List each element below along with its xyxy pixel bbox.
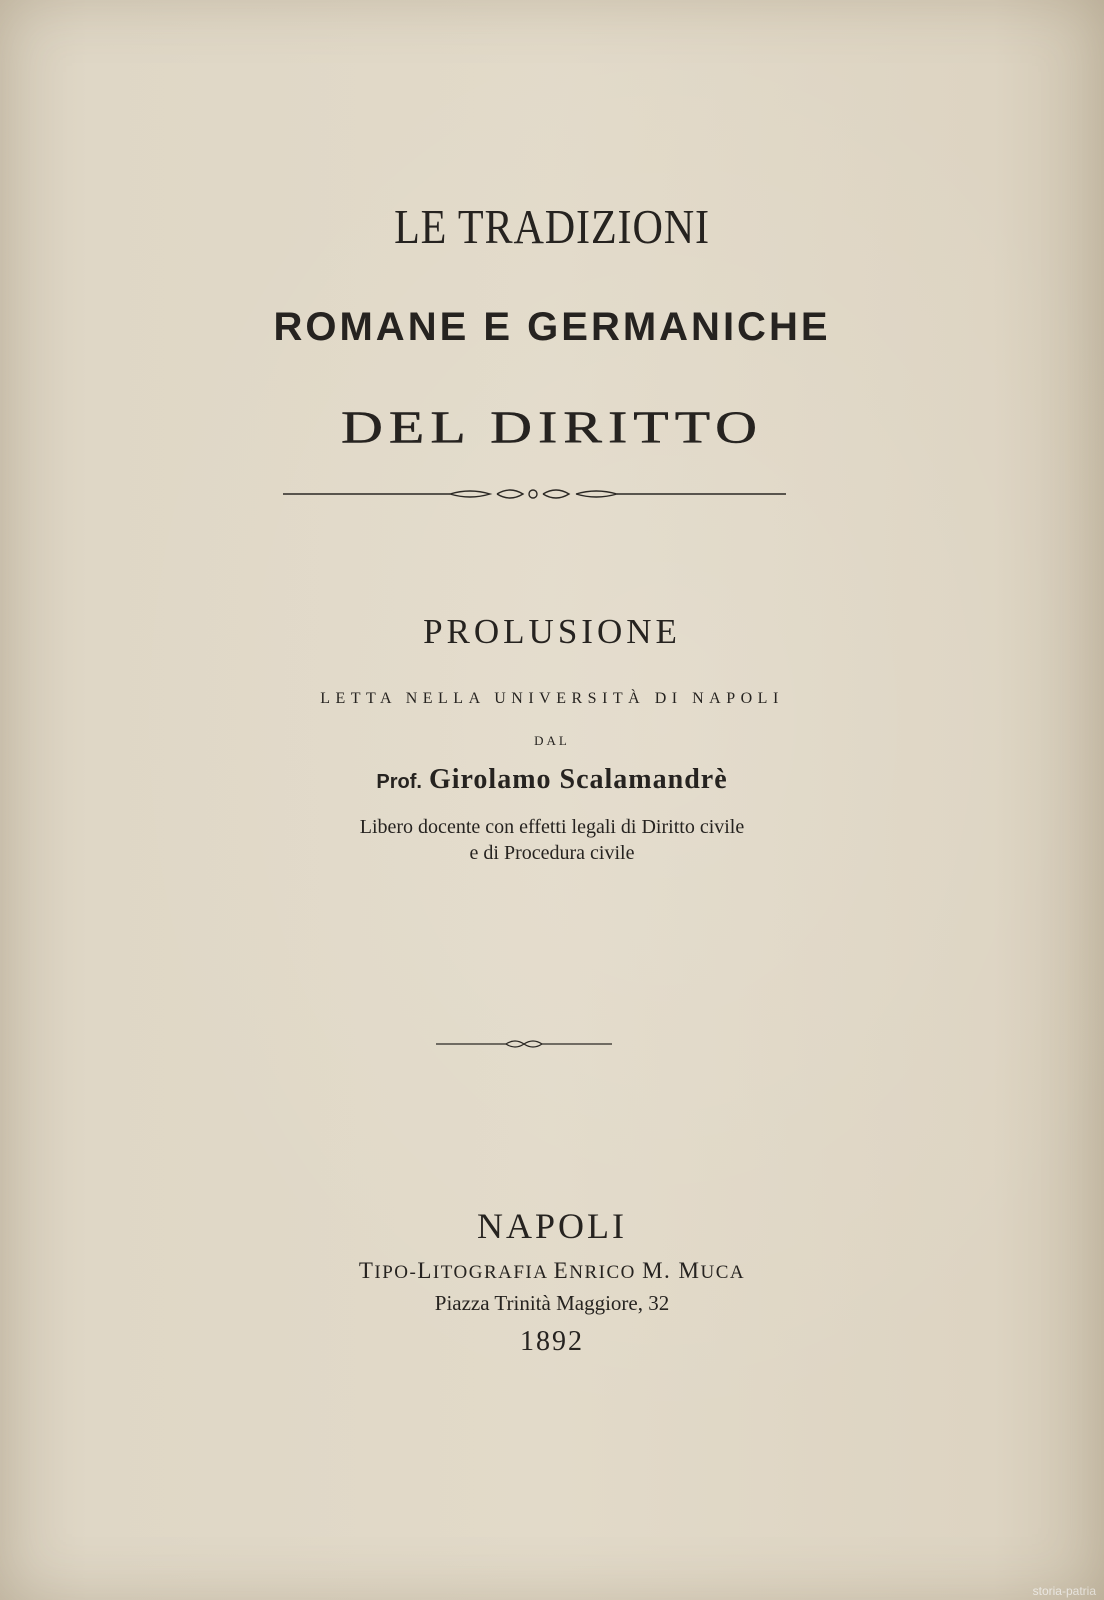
imprint-year: 1892 <box>520 1326 584 1357</box>
author-role-line-1: Libero docente con effetti legali di Diritto civile <box>359 816 745 838</box>
ornamental-rule-top <box>0 484 1104 504</box>
ornamental-rule-bottom <box>0 1036 1104 1052</box>
imprint-address: Piazza Trinità Maggiore, 32 <box>434 1291 670 1315</box>
by-line: DAL <box>534 733 570 748</box>
printer-part: UCA <box>700 1262 746 1283</box>
printer-part: T <box>358 1258 375 1283</box>
title-line-3: DEL DIRITTO <box>341 402 763 453</box>
printer-part: IPO- <box>374 1262 418 1283</box>
imprint-printer <box>0 1258 1104 1284</box>
watermark: storia-patria <box>1032 1584 1096 1598</box>
venue-line: LETTA NELLA UNIVERSITÀ DI NAPOLI <box>320 690 784 707</box>
author-name: Girolamo Scalamandrè <box>428 764 728 795</box>
author-line <box>0 764 1104 796</box>
printer-part: ITOGRAFIA <box>432 1262 554 1283</box>
prolusione-heading: PROLUSIONE <box>423 612 681 651</box>
printer-part: L <box>417 1258 433 1283</box>
title-line-1: LE TRADIZIONI <box>394 199 710 254</box>
title-line-2: ROMANE E GERMANICHE <box>273 305 831 349</box>
author-role-line-2: e di Procedura civile <box>469 842 635 864</box>
printer-part: E <box>553 1258 570 1283</box>
author-prefix: Prof. <box>376 771 422 793</box>
printer-part: M. M <box>642 1258 701 1283</box>
imprint-city: NAPOLI <box>477 1206 627 1246</box>
printer-part: NRICO <box>569 1262 643 1283</box>
